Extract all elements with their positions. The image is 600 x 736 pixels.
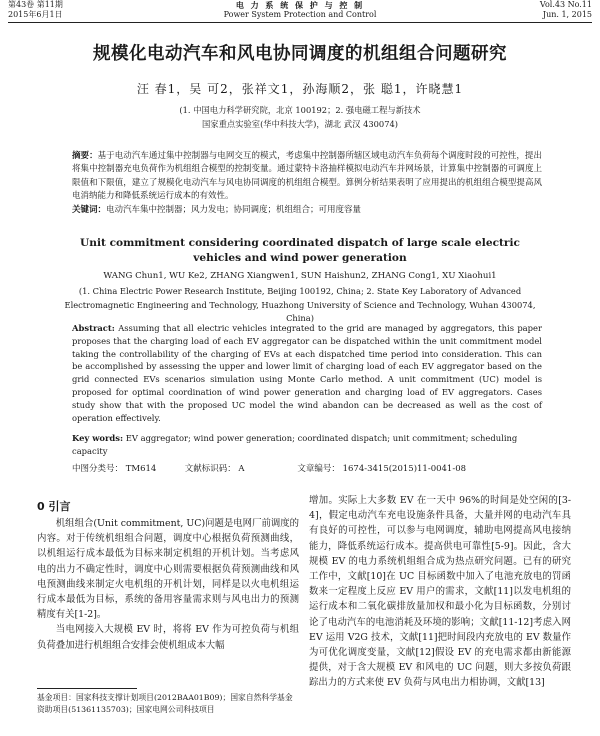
abstract-cn [72,150,542,217]
paper-title-cn: 规模化电动汽车和风电协同调度的机组组合问题研究 [93,44,507,64]
body-column-right [309,493,571,691]
affiliation-cn-line1: (1. 中国电力科学研究院，北京 100192；2. 强电磁工程与新技术 [179,105,421,115]
journal-name-cn: 电 力 系 统 保 护 与 控 制 [235,0,365,10]
authors-en: WANG Chun1, WU Ke2, ZHANG Xiangwen1, SUN Haishun2, ZHANG Cong1, XU Xiaohui1 [103,271,497,281]
affiliation-en: (1. China Electric Power Research Institute, Beijing 100192, China; 2. State Key Laboratory of Advanced Electromagnetic Engineering and Technology, Huazhong University of Science and Technology, Wuhan 430074, China) [64,286,536,323]
running-header [8,0,592,23]
authors-cn: 汪 春1，吴 可2，张祥文1，孙海顺2，张 聪1，许晓慧1 [136,82,464,96]
paragraph: 当电网接入大规模 EV 时，将将 EV 作为可控负荷与机组负荷叠加进行机组组合安排会使机组成本大幅 [37,624,299,651]
keywords-en [72,432,542,458]
clc-number: 中图分类号： TM614 [72,464,157,474]
keywords-cn-label: 关键词： [72,204,107,215]
paper-title-en: Unit commitment considering coordinated dispatch of large scale electric vehicles and wind power generation [80,237,520,264]
paragraph: 机组组合(Unit commitment, UC)问题是电网厂前调度的内容。对于传统机组组合问题，调度中心根据负荷预测曲线，以机组运行成本最低为目标来制定机组的开机计划。当考虑风电的出力不确定性时，调度中心则需要根据负荷预测曲线和风电预测曲线来制定火电机组的开机计划，同样是以火电机组运行成本最低为目标，系统的备用容量需求则与风电出力的预测精度有关[1-2]。 [37,518,299,621]
header-center [8,0,592,20]
body-column-left [37,516,299,653]
abstract-en [72,322,542,424]
header-date-cn: 2015年6月1日 [8,10,63,19]
affiliation-cn-line2: 国家重点实验室(华中科技大学)，湖北 武汉 430074) [201,119,398,129]
abstract-cn-text: 基于电动汽车通过集中控制器与电网交互的模式，考虑集中控制器所辖区域电动汽车负荷每个调度时段的可控性，提出将集中控制器充电负荷作为机组组合模型的控制变量。通过蒙特卡洛抽样模拟电动汽车并网场景，计算集中控制器的可调度上限值和下限值，建立了规模化电动汽车与风电协同调度的机组组合模型。算例分析结果表明了应用提出的机组组合模型提高风电消纳能力和降低系统运行成本的有效性。 [72,151,542,202]
document-code: 文献标识码： A [184,464,245,474]
keywords-cn-text: 电动汽车集中控制器；风力发电；协同调度；机组组合；可用度容量 [106,204,362,215]
abstract-cn-label: 摘要： [72,151,98,161]
funding-footnote: 基金项目：国家科技支撑计划项目(2012BAA01B09)；国家自然科学基金资助项目(51361135703)；国家电网公司科技项目 [37,693,293,714]
footnote-divider [37,688,137,689]
abstract-en-text: Assuming that all electric vehicles integrated to the grid are managed by aggregators, this paper proposes that the charging load of each EV aggregator can be dispatched within the unit commitment model taking the controllability of the charging of EVs at each dispatched time period into consideration. This can be accomplished by assessing the upper and lower limit of charging load of each EV aggregator based on the grid connected EVs scenarios simulation using Monte Carlo method. A unit commitment (UC) model is proposed for optimal coordination of wind power generation and charging load of EV aggregators. Cases study show that with the proposed UC model the wind abandon can be decreased as well as the cost of operation effectively. [72,323,542,423]
abstract-en-label: Abstract: [72,323,115,333]
keywords-en-label: Key words: [72,433,124,443]
keywords-en-text: EV aggregator; wind power generation; coordinated dispatch; unit commitment; scheduling capacity [72,433,518,456]
article-meta [72,462,466,474]
header-date-en: Jun. 1, 2015 [542,10,592,19]
header-volume: 第43卷 第11期 [8,0,63,9]
affiliation-cn [0,103,600,131]
header-right [540,0,592,20]
paragraph: 增加。实际上大多数 EV 在一天中 96%的时间是处空闲的[3-4]，假定电动汽车充电设施条件具备，大量并网的电动汽车具有良好的可控性，可以参与电网调度，辅助电网提高风电接纳能力，降低系统运行成本。提高供电可靠性[5-9]。因此，含大规模 EV 的电力系统机组组合成为热点研究问题。已有的研究工作中，文献[10]在 UC 目标函数中加入了电池充放电的罚函数来一定程度上反应 EV 用户的需求，文献[11]以发电机组的运行成本和二氧化碳排放量加权和最小化为目标函数，分别讨论了电动汽车的电池消耗及环境的影响；文献[11-12]考虑入网 EV 运用 V2G 技术，文献[11]把时间段内充放电的 EV 数量作为可优化调度变量，文献[12]假设 EV 的充电需求都由新能源提供，对于含大规模 EV 和风电的 UC 问题，则大多按负荷跟踪出力的方式来使 EV 负荷与风电出力相协调，文献[13] [309,495,571,689]
article-number: 文章编号： 1674-3415(2015)11-0041-08 [297,464,467,474]
section-heading-intro: 0 引言 [37,500,71,513]
journal-name-en: Power System Protection and Control [223,10,377,19]
header-volume-en: Vol.43 No.11 [539,0,592,9]
